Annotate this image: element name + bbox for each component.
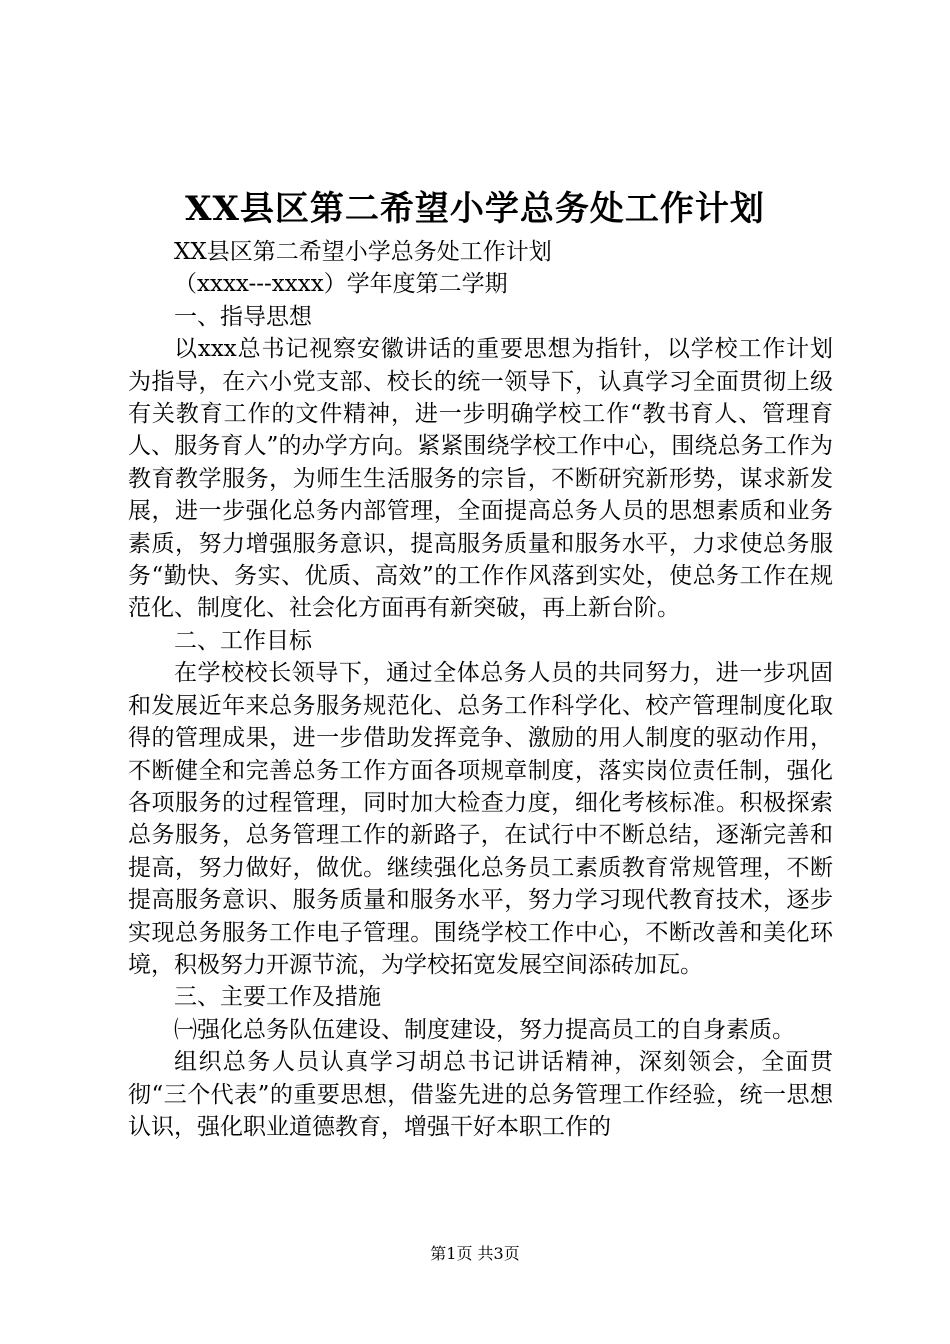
subtitle: XX县区第二希望小学总务处工作计划 [174,239,552,265]
school-year: （xxxx---xxxx）学年度第二学期 [174,271,508,298]
paragraph-team-building: 组织总务人员认真学习胡总书记讲话精神，深刻领会，全面贯彻“三个代表”的重要思想，借鉴先进的总务管理工作经验，统一思想认识，强化职业道德教育，增强干好本职工作的 [128,1049,833,1140]
paragraph-work-goals: 在学校校长领导下，通过全体总务人员的共同努力，进一步巩固和发展近年来总务服务规范化、总务工作科学化、校产管理制度化取得的管理成果，进一步借助发挥竞争、激励的用人制度的驱动作用，不断健全和完善总务工作方面各项规章制度，落实岗位责任制，强化各项服务的过程管理，同时加大检查力度，细化考核标准。积极探索总务服务，总务管理工作的新路子，在试行中不断总结，逐渐完善和提高，努力做好，做优。继续强化总务员工素质教育常规管理，不断提高服务意识、服务质量和服务水平，努力学习现代教育技术，逐步实现总务服务工作电子管理。围绕学校工作中心，不断改善和美化环境，积极努力开源节流，为学校拓宽发展空间添砖加瓦。 [128,660,833,978]
section-heading-3: 三、主要工作及措施 [174,984,381,1011]
section-heading-2: 二、工作目标 [174,627,312,654]
page-number: 第1页 共3页 [430,1244,520,1263]
paragraph-guiding-ideas: 以xxx总书记视察安徽讲话的重要思想为指针，以学校工作计划为指导，在六小党支部、校长的统一领导下，认真学习全面贯彻上级有关教育工作的文件精神，进一步明确学校工作“教书育人、管理育人、服务育人”的办学方向。紧紧围绕学校工作中心，围绕总务工作为教育教学服务，为师生生活服务的宗旨，不断研究新形势，谋求新发展，进一步强化总务内部管理，全面提高总务人员的思想素质和业务素质，努力增强服务意识，提高服务质量和服务水平，力求使总务服务“勤快、务实、优质、高效”的工作作风落到实处，使总务工作在规范化、制度化、社会化方面再有新突破，再上新台阶。 [128,336,833,622]
document-body [128,236,833,1143]
document-title: XX县区第二希望小学总务处工作计划 [185,189,765,229]
subsection-heading-1: ㈠强化总务队伍建设、制度建设，努力提高员工的自身素质。 [174,1016,795,1043]
section-heading-1: 一、指导思想 [174,303,312,330]
